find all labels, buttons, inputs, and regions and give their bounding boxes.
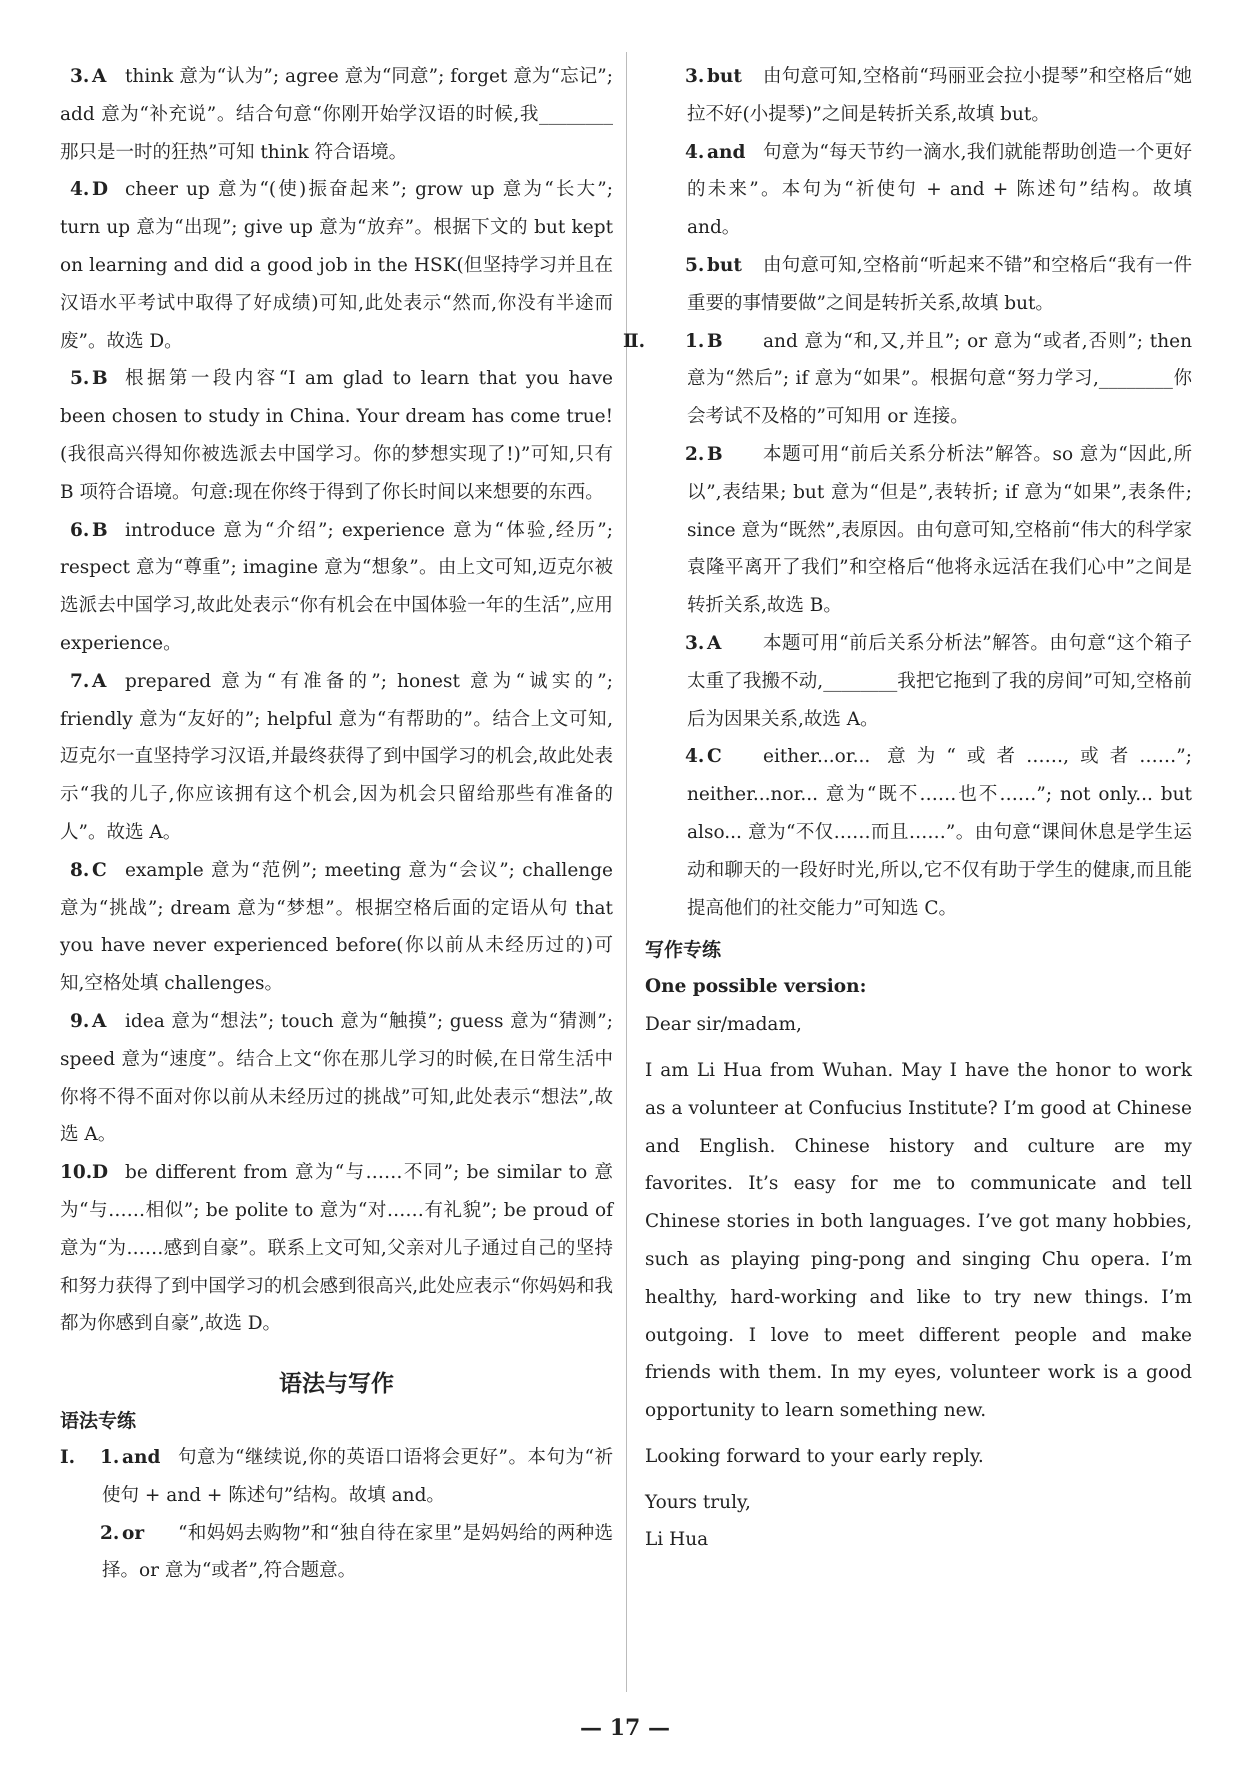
answer-item	[645, 58, 1192, 134]
item-number: 5.	[685, 254, 705, 276]
letter-greeting: Dear sir/madam,	[645, 1014, 802, 1036]
item-answer: A	[92, 670, 107, 692]
item-explanation: prepared 意为“有准备的”; honest 意为“诚实的”; friendly 意为“友好的”; helpful 意为“有帮助的”。结合上文可知,迈克尔一直坚持学习汉语,并最终获得了到中国学习的机会,故此处表示“我的儿子,你应该拥有这个机会,因为机会只留给那些有准备的人”。故选 A。	[60, 670, 613, 843]
roman-numeral-1: Ⅰ.	[60, 1447, 76, 1469]
item-explanation: 根据第一段内容“I am glad to learn that you have been chosen to study in China. Your dream has come true!(我很高兴得知你被选派去中国学习。你的梦想实现了!)”可知,只有 B 项符合语境。句意:现在你终于得到了你长时间以来想要的东西。	[60, 368, 613, 503]
item-explanation: “和妈妈去购物”和“独自待在家里”是妈妈给的两种选择。or 意为“或者”,符合题意。	[102, 1522, 613, 1582]
item-answer: B	[92, 519, 108, 541]
item-answer: C	[92, 859, 107, 881]
sample-letter	[645, 968, 1192, 1559]
answer-item	[60, 171, 613, 360]
letter-closing-line: Looking forward to your early reply.	[645, 1445, 984, 1467]
item-explanation: and 意为“和,又,并且”; or 意为“或者,否则”; then 意为“然后”; if 意为“如果”。根据句意“努力学习,________你会考试不及格的”可知用 or 连接。	[687, 330, 1192, 428]
item-explanation: 本题可用“前后关系分析法”解答。so 意为“因此,所以”,表结果; but 意为“但是”,表转折; if 意为“如果”,表条件; since 意为“既然”,表原因。由句意可知,空格前“伟大的科学家袁隆平离开了我们”和空格后“他将永远活在我们心中”之间是转折关系,故选 B。	[687, 443, 1192, 617]
item-answer: but	[707, 254, 742, 276]
answer-item	[60, 512, 613, 663]
item-explanation: example 意为“范例”; meeting 意为“会议”; challenge 意为“挑战”; dream 意为“梦想”。根据空格后面的定语从句 that you have never experienced before(你以前从未经历过的)可知,空格处填 challenges。	[60, 859, 613, 995]
item-explanation: be different from 意为“与……不同”; be similar to 意为“与……相似”; be polite to 意为“对……有礼貌”; be proud of 意为“为……感到自豪”。联系上文可知,父亲对儿子通过自己的坚持和努力获得了到中国学习的机会感到很高兴,此处应表示“你妈妈和我都为你感到自豪”,故选 D。	[60, 1162, 613, 1335]
left-column	[60, 58, 613, 1590]
item-number: 4.	[685, 141, 705, 163]
item-number: 7.	[70, 670, 90, 692]
item-explanation: either...or... 意为“或者……,或者……”; neither...nor... 意为“既不……也不……”; not only... but also... 意为“不仅……而且……”。由句意“课间休息是学生运动和聊天的一段好时光,所以,它不仅有助于学生的健康,而且能提高他们的社交能力”可知选 C。	[687, 746, 1192, 919]
item-number: 1.	[100, 1447, 120, 1469]
item-answer: B	[707, 443, 723, 465]
version-label: One possible version:	[645, 976, 867, 998]
grammar-title: 语法专练	[60, 1410, 137, 1433]
item-explanation: 由句意可知,空格前“玛丽亚会拉小提琴”和空格后“她拉不好(小提琴)”之间是转折关系,故填 but。	[687, 66, 1192, 125]
item-answer: A	[707, 632, 722, 654]
item-number: 3.	[70, 66, 90, 87]
answer-item	[60, 852, 613, 1003]
grammar-i-list-left	[60, 1439, 613, 1590]
item-explanation: 句意为“每天节约一滴水,我们就能帮助创造一个更好的未来”。本句为“祈使句 + and + 陈述句”结构。故填 and。	[687, 141, 1192, 239]
item-answer: and	[122, 1447, 161, 1469]
item-number: 2.	[685, 443, 705, 465]
item-answer: D	[92, 179, 109, 201]
item-answer: but	[707, 66, 742, 87]
letter-signature: Li Hua	[645, 1529, 709, 1551]
item-explanation: 由句意可知,空格前“听起来不错”和空格后“我有一件重要的事情要做”之间是转折关系,故填 but。	[687, 254, 1192, 314]
answer-item	[60, 360, 613, 511]
answer-item	[60, 1003, 613, 1154]
letter-sign-off: Yours truly,	[645, 1491, 751, 1513]
item-number: 3.	[685, 632, 705, 654]
section-title: 语法与写作	[279, 1371, 394, 1398]
item-explanation: idea 意为“想法”; touch 意为“触摸”; guess 意为“猜测”; speed 意为“速度”。结合上文“你在那儿学习的时候,在日常生活中你将不得不面对你以前从未经历过的挑战”可知,此处表示“想法”,故选 A。	[60, 1010, 613, 1146]
item-number: 3.	[685, 66, 705, 87]
item-answer: C	[707, 746, 722, 768]
answer-item	[60, 58, 613, 171]
answer-item	[645, 625, 1192, 738]
item-explanation: 本题可用“前后关系分析法”解答。由句意“这个箱子太重了我搬不动,________我把它拖到了我的房间”可知,空格前后为因果关系,故选 A。	[687, 632, 1192, 730]
answer-item	[60, 663, 613, 852]
item-number: 8.	[70, 859, 90, 881]
item-explanation: think 意为“认为”; agree 意为“同意”; forget 意为“忘记”; add 意为“补充说”。结合句意“你刚开始学汉语的时候,我________那只是一时的狂热”可知 think 符合语境。	[60, 66, 613, 163]
grammar-ii-list	[645, 323, 1192, 928]
writing-title: 写作专练	[645, 939, 722, 962]
item-number: 9.	[70, 1010, 90, 1032]
answer-item	[645, 247, 1192, 323]
answer-item	[645, 436, 1192, 625]
item-answer: A	[92, 66, 107, 87]
item-answer: or	[122, 1522, 145, 1544]
page-number: — 17 —	[580, 1715, 670, 1741]
item-answer: A	[92, 1010, 107, 1032]
answer-item	[60, 1154, 613, 1343]
item-number: 2.	[100, 1522, 120, 1544]
item-answer: B	[707, 330, 723, 352]
right-column	[623, 58, 1192, 1559]
item-number: 5.	[70, 368, 90, 390]
item-number: 4.	[685, 746, 705, 768]
item-answer: and	[707, 141, 746, 163]
answer-item	[645, 323, 1192, 436]
answer-item	[60, 1515, 613, 1591]
item-number: 4.	[70, 179, 90, 201]
column-divider	[626, 52, 627, 1692]
grammar-i-list-right	[645, 58, 1192, 323]
answer-item	[60, 1439, 613, 1515]
item-answer: B	[92, 368, 108, 390]
item-answer: D	[92, 1162, 109, 1184]
item-explanation: 句意为“继续说,你的英语口语将会更好”。本句为“祈使句 + and + 陈述句”结构。故填 and。	[102, 1447, 613, 1506]
answer-item	[645, 134, 1192, 247]
item-number: 6.	[70, 519, 90, 541]
letter-body: I am Li Hua from Wuhan. May I have the honor to work as a volunteer at Confucius Institute? I’m good at Chinese and English. Chinese history and culture are my favorites. It’s easy for me to communicate and tell Chinese stories in both languages. I’ve got many hobbies, such as playing ping-pong and singing Chu opera. I’m healthy, hard-working and like to try new things. I’m outgoing. I love to meet different people and make friends with them. In my eyes, volunteer work is a good opportunity to learn something new.	[645, 1059, 1192, 1422]
grammar-part-1	[60, 1439, 613, 1590]
roman-numeral-2: Ⅱ.	[623, 330, 646, 352]
item-number: 1.	[685, 330, 705, 352]
item-explanation: cheer up 意为“(使)振奋起来”; grow up 意为“长大”; turn up 意为“出现”; give up 意为“放弃”。根据下文的 but kept on learning and did a good job in the HSK(但坚持学习并且在汉语水平考试中取得了好成绩)可知,此处表示“然而,你没有半途而废”。故选 D。	[60, 179, 613, 352]
grammar-part-2	[623, 323, 1192, 928]
item-number: 10.	[60, 1162, 93, 1184]
mc-answer-list	[60, 58, 613, 1343]
item-explanation: introduce 意为“介绍”; experience 意为“体验,经历”; respect 意为“尊重”; imagine 意为“想象”。由上文可知,迈克尔被选派去中国学习,故此处表示“你有机会在中国体验一年的生活”,应用 experience。	[60, 519, 613, 654]
answer-item	[645, 738, 1192, 927]
